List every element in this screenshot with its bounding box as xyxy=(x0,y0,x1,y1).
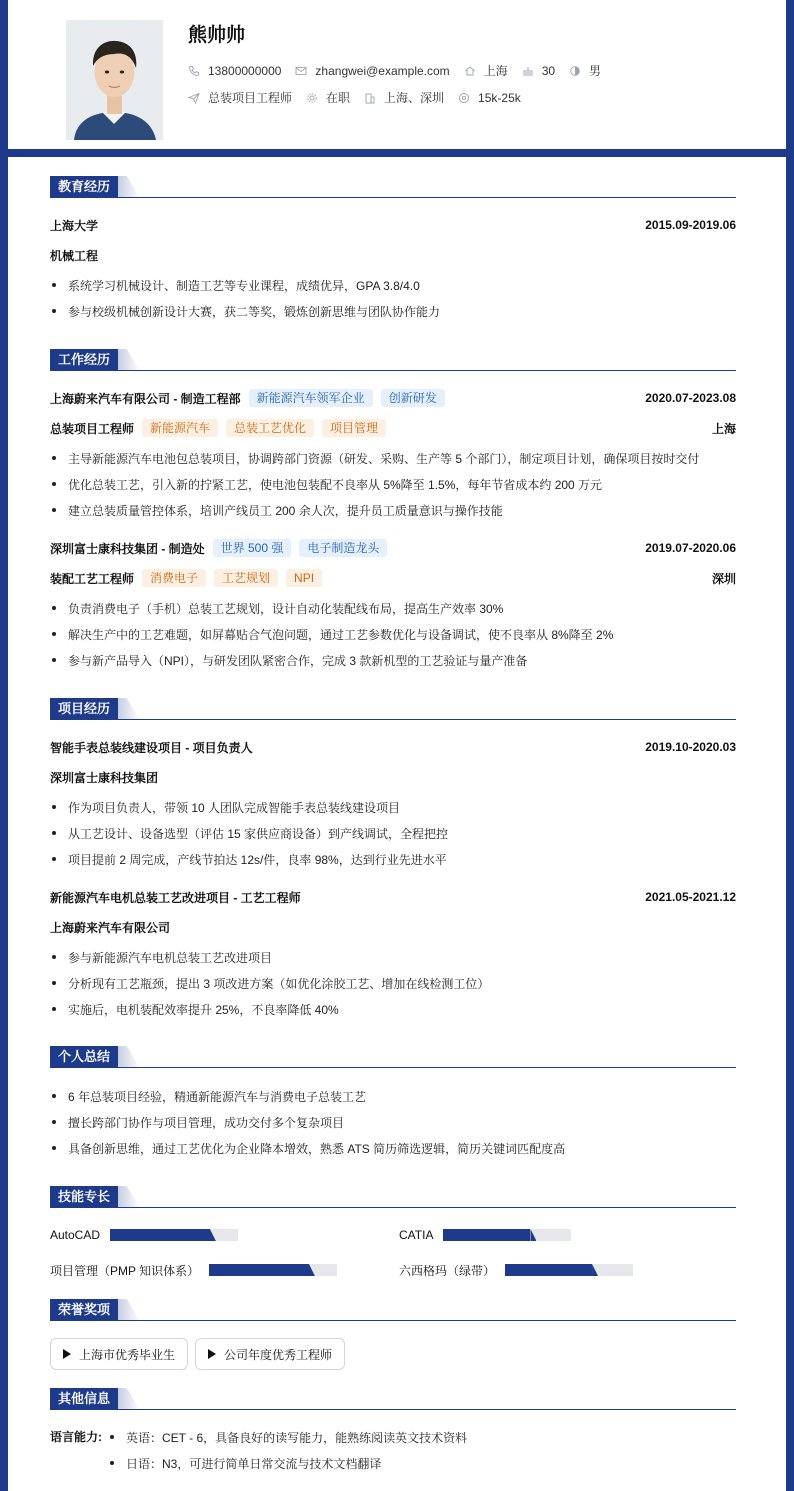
skill-autocad xyxy=(50,1225,238,1245)
list-item: 建立总装质量管控体系，培训产线员工 200 余人次，提升员工质量意识与操作技能 xyxy=(50,500,736,520)
section-header xyxy=(50,176,736,198)
section-title: 项目经历 xyxy=(50,698,118,720)
list-item: 主导新能源汽车电池包总装项目，协调跨部门资源（研发、采购、生产等 5 个部门），制定项目计划，确保项目按时交付 xyxy=(50,448,736,468)
list-item: 作为项目负责人，带领 10 人团队完成智能手表总装线建设项目 xyxy=(50,797,736,817)
work-location: 上海 xyxy=(711,421,736,436)
award-label: 上海市优秀毕业生 xyxy=(79,1347,176,1362)
list-item: 实施后，电机装配效率提升 25%，不良率降低 40% xyxy=(50,999,736,1019)
job-intent-row xyxy=(188,89,535,106)
candidate-name: 熊帅帅 xyxy=(188,25,246,46)
company-tag: 创新研发 xyxy=(381,389,445,407)
section-header xyxy=(50,1388,736,1410)
major-row xyxy=(50,245,736,265)
email-item xyxy=(295,64,449,78)
section-title: 教育经历 xyxy=(50,176,118,198)
role-row xyxy=(50,568,736,588)
project-org: 深圳富士康科技集团 xyxy=(50,770,159,785)
awards-section xyxy=(50,1299,736,1321)
section-title-accent xyxy=(118,1186,140,1208)
list-item: 6 年总装项目经验，精通新能源汽车与消费电子总装工艺 xyxy=(50,1086,736,1106)
list-item: 负责消费电子（手机）总装工艺规划，设计自动化装配线布局，提高生产效率 30% xyxy=(50,598,736,618)
status-item xyxy=(306,89,350,106)
section-title-accent xyxy=(118,349,140,371)
company-tag: 新能源汽车领军企业 xyxy=(249,389,373,407)
skill-name: CATIA xyxy=(399,1228,434,1242)
education-section xyxy=(50,176,736,198)
role-row xyxy=(50,418,736,438)
section-title: 个人总结 xyxy=(50,1046,118,1068)
language-block xyxy=(50,1427,736,1477)
phone-text: 13800000000 xyxy=(208,63,282,78)
gear-icon xyxy=(306,92,318,104)
play-icon xyxy=(63,1349,71,1359)
work-entry xyxy=(50,388,736,523)
skill-name: AutoCAD xyxy=(50,1228,101,1242)
list-item: 优化总装工艺，引入新的拧紧工艺，使电池包装配不良率从 5%降至 1.5%，每年节省成本约 200 万元 xyxy=(50,474,736,494)
home-icon xyxy=(464,65,476,77)
age-text: 30 xyxy=(541,63,556,78)
skill-bar-fill xyxy=(110,1229,210,1241)
contact-row xyxy=(188,62,615,79)
section-header xyxy=(50,698,736,720)
work-period: 2020.07-2023.08 xyxy=(645,391,736,405)
work-section xyxy=(50,349,736,371)
target-job-item xyxy=(188,89,292,106)
target-city-item xyxy=(364,89,444,106)
role-tag: 总装工艺优化 xyxy=(226,419,314,437)
work-entry xyxy=(50,538,736,673)
list-item: 擅长跨部门协作与项目管理，成功交付多个复杂项目 xyxy=(50,1112,736,1132)
list-item: 解决生产中的工艺难题，如屏幕贴合气泡问题，通过工艺参数优化与设备调试，使不良率从 8%降至 2% xyxy=(50,624,736,644)
work-header xyxy=(50,538,736,558)
list-item: 分析现有工艺瓶颈，提出 3 项改进方案（如优化涂胶工艺、增加在线检测工位） xyxy=(50,973,736,993)
section-title: 技能专长 xyxy=(50,1186,118,1208)
section-title-accent xyxy=(118,176,140,198)
project-header xyxy=(50,887,736,907)
work-period: 2019.07-2020.06 xyxy=(645,541,736,555)
target-job-text: 总装项目工程师 xyxy=(208,91,293,105)
skill-name: 六西格玛（绿带） xyxy=(399,1263,496,1278)
list-item: 日语：N3，可进行简单日常交流与技术文档翻译 xyxy=(110,1453,381,1473)
gender-text: 男 xyxy=(589,64,602,78)
city-text: 上海 xyxy=(483,64,508,78)
school-name: 上海大学 xyxy=(50,218,99,233)
section-header xyxy=(50,1299,736,1321)
section-title: 荣誉奖项 xyxy=(50,1299,118,1321)
project-org-row xyxy=(50,917,736,937)
education-entry xyxy=(50,215,736,325)
role-tag: 新能源汽车 xyxy=(142,419,218,437)
section-header xyxy=(50,1186,736,1208)
company-tag: 电子制造龙头 xyxy=(299,539,387,557)
list-item: 参与新能源汽车电机总装工艺改进项目 xyxy=(50,947,736,967)
work-location: 深圳 xyxy=(711,571,736,586)
project-period: 2021.05-2021.12 xyxy=(645,890,736,904)
education-period: 2015.09-2019.06 xyxy=(645,218,736,232)
skill-bar xyxy=(209,1264,337,1276)
role-tag: NPI xyxy=(286,569,322,587)
language-label: 语言能力: xyxy=(50,1430,102,1444)
cake-icon xyxy=(522,65,534,77)
age-item xyxy=(522,64,555,78)
play-icon xyxy=(208,1349,216,1359)
role-name: 装配工艺工程师 xyxy=(50,571,135,586)
project-period: 2019.10-2020.03 xyxy=(645,740,736,754)
gender-item xyxy=(569,62,601,79)
role-tag: 工艺规划 xyxy=(214,569,278,587)
phone-icon xyxy=(188,65,200,77)
company-tag: 世界 500 强 xyxy=(213,539,292,557)
phone-item xyxy=(188,64,281,78)
list-item: 项目提前 2 周完成，产线节拍达 12s/件，良率 98%，达到行业先进水平 xyxy=(50,849,736,869)
summary-list xyxy=(50,1086,736,1161)
skill-bar-fill xyxy=(209,1264,309,1276)
role-tag: 消费电子 xyxy=(142,569,206,587)
project-org-row xyxy=(50,767,736,787)
target-city-text: 上海、深圳 xyxy=(384,91,445,105)
skill-pmp xyxy=(50,1260,337,1280)
project-entry xyxy=(50,737,736,872)
section-title: 其他信息 xyxy=(50,1388,118,1410)
skills-section xyxy=(50,1186,736,1208)
projects-section xyxy=(50,698,736,720)
list-item: 参与新产品导入（NPI），与研发团队紧密合作，完成 3 款新机型的工艺验证与量产准备 xyxy=(50,650,736,670)
status-text: 在职 xyxy=(326,91,351,105)
section-title-accent xyxy=(118,1388,140,1410)
project-entry xyxy=(50,887,736,1022)
work-header xyxy=(50,388,736,408)
list-item: 参与校级机械创新设计大赛，获二等奖，锻炼创新思维与团队协作能力 xyxy=(50,301,736,321)
award-badge xyxy=(195,1338,345,1370)
skill-name: 项目管理（PMP 知识体系） xyxy=(50,1263,200,1278)
mail-icon xyxy=(295,65,307,77)
skill-bar-fill xyxy=(505,1264,592,1276)
building-icon xyxy=(364,92,376,104)
skill-bar xyxy=(443,1229,571,1241)
email-text: zhangwei@example.com xyxy=(315,63,450,78)
award-label: 公司年度优秀工程师 xyxy=(224,1347,333,1362)
company-name: 深圳富士康科技集团 - 制造处 xyxy=(50,541,205,556)
section-title: 工作经历 xyxy=(50,349,118,371)
summary-section xyxy=(50,1046,736,1068)
project-title: 智能手表总装线建设项目 - 项目负责人 xyxy=(50,740,253,755)
profile-header xyxy=(0,0,794,157)
section-title-accent xyxy=(118,1046,140,1068)
section-title-accent xyxy=(118,1299,140,1321)
salary-item xyxy=(458,91,521,105)
role-tag: 项目管理 xyxy=(322,419,386,437)
salary-text: 15k-25k xyxy=(478,90,521,105)
send-icon xyxy=(188,92,200,104)
role-name: 总装项目工程师 xyxy=(50,421,135,436)
skill-bar xyxy=(505,1264,633,1276)
skill-six-sigma xyxy=(399,1260,633,1280)
list-item: 英语：CET - 6，具备良好的读写能力，能熟练阅读英文技术资料 xyxy=(110,1427,467,1447)
gender-icon xyxy=(569,65,581,77)
list-item: 具备创新思维，通过工艺优化为企业降本增效，熟悉 ATS 简历筛选逻辑，简历关键词匹配度高 xyxy=(50,1138,736,1158)
major-name: 机械工程 xyxy=(50,248,99,263)
skill-bar-fill xyxy=(443,1229,530,1241)
project-org: 上海蔚来汽车有限公司 xyxy=(50,920,171,935)
education-header xyxy=(50,215,736,235)
other-section xyxy=(50,1388,736,1410)
section-title-accent xyxy=(118,698,140,720)
coin-icon xyxy=(458,92,470,104)
company-name: 上海蔚来汽车有限公司 - 制造工程部 xyxy=(50,391,241,406)
project-title: 新能源汽车电机总装工艺改进项目 - 工艺工程师 xyxy=(50,890,301,905)
list-item: 系统学习机械设计、制造工艺等专业课程，成绩优异，GPA 3.8/4.0 xyxy=(50,275,736,295)
project-header xyxy=(50,737,736,757)
award-badge xyxy=(50,1338,188,1370)
skill-catia xyxy=(399,1225,571,1245)
city-item xyxy=(464,62,508,79)
skill-bar xyxy=(110,1229,238,1241)
avatar xyxy=(66,20,163,140)
section-header xyxy=(50,349,736,371)
list-item: 从工艺设计、设备选型（评估 15 家供应商设备）到产线调试，全程把控 xyxy=(50,823,736,843)
section-header xyxy=(50,1046,736,1068)
